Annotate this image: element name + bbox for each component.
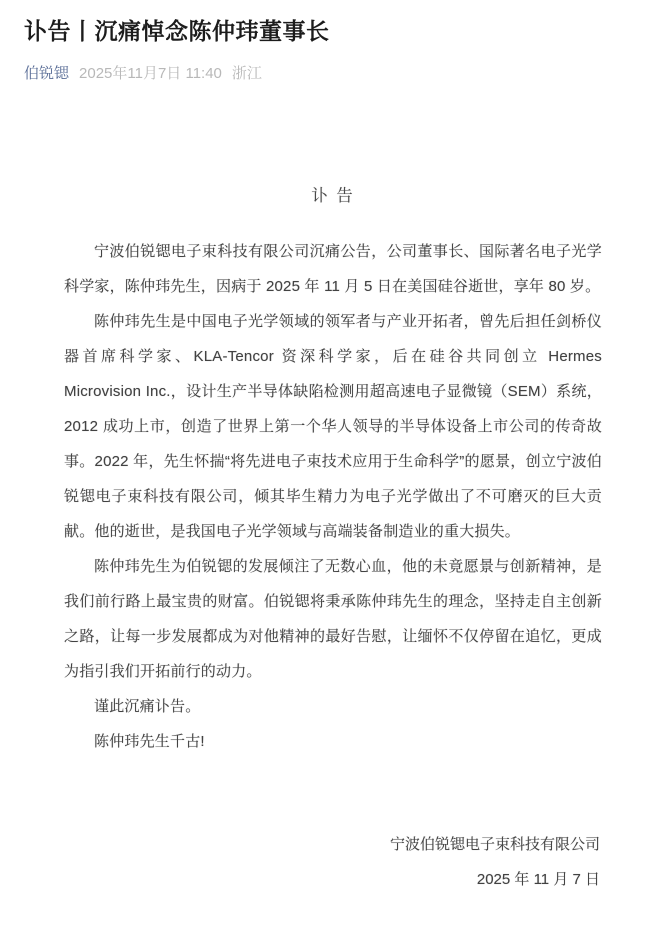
doc-paragraph: 陈仲玮先生是中国电子光学领域的领军者与产业开拓者，曾先后担任剑桥仪器首席科学家、KLA-Tencor 资深科学家，后在硅谷共同创立 Hermes Microvision Inc.，设计生产半导体缺陷检测用超高速电子显微镜（SEM）系统，2012 成功上市，创造了世界上第一个华人领导的半导体设备上市公司的传奇故事。2022 年，先生怀揣“将先进电子束技术应用于生命科学”的愿景，创立宁波伯锐锶电子束科技有限公司，倾其毕生精力为电子光学做出了不可磨灭的巨大贡献。他的逝世，是我国电子光学领域与高端装备制造业的重大损失。	[64, 313, 602, 541]
publish-location: 浙江	[231, 65, 262, 83]
byline	[24, 62, 626, 83]
doc-paragraph: 谨此沉痛讣告。	[94, 698, 201, 716]
doc-paragraph: 陈仲玮先生千古!	[94, 733, 205, 751]
signature-date: 2025 年 11 月 7 日	[476, 871, 600, 889]
obituary-signature	[64, 827, 602, 897]
obituary-document-image	[0, 179, 650, 897]
obituary-heading: 讣 告	[311, 187, 355, 206]
doc-paragraph: 宁波伯锐锶电子束科技有限公司沉痛公告，公司董事长、国际著名电子光学科学家，陈仲玮先生，因病于 2025 年 11 月 5 日在美国硅谷逝世，享年 80 岁。	[64, 243, 602, 296]
article-header	[0, 0, 650, 83]
article-title: 讣告丨沉痛悼念陈仲玮董事长	[24, 18, 330, 44]
publish-datetime: 2025年11月7日 11:40	[79, 65, 222, 83]
author-account-link[interactable]: 伯锐锶	[24, 65, 70, 83]
signature-company: 宁波伯锐锶电子束科技有限公司	[389, 836, 600, 854]
obituary-body	[64, 234, 602, 759]
doc-paragraph: 陈仲玮先生为伯锐锶的发展倾注了无数心血，他的未竟愿景与创新精神，是我们前行路上最宝贵的财富。伯锐锶将秉承陈仲玮先生的理念，坚持走自主创新之路，让每一步发展都成为对他精神的最好告慰，让缅怀不仅停留在追忆，更成为指引我们开拓前行的动力。	[64, 558, 602, 681]
